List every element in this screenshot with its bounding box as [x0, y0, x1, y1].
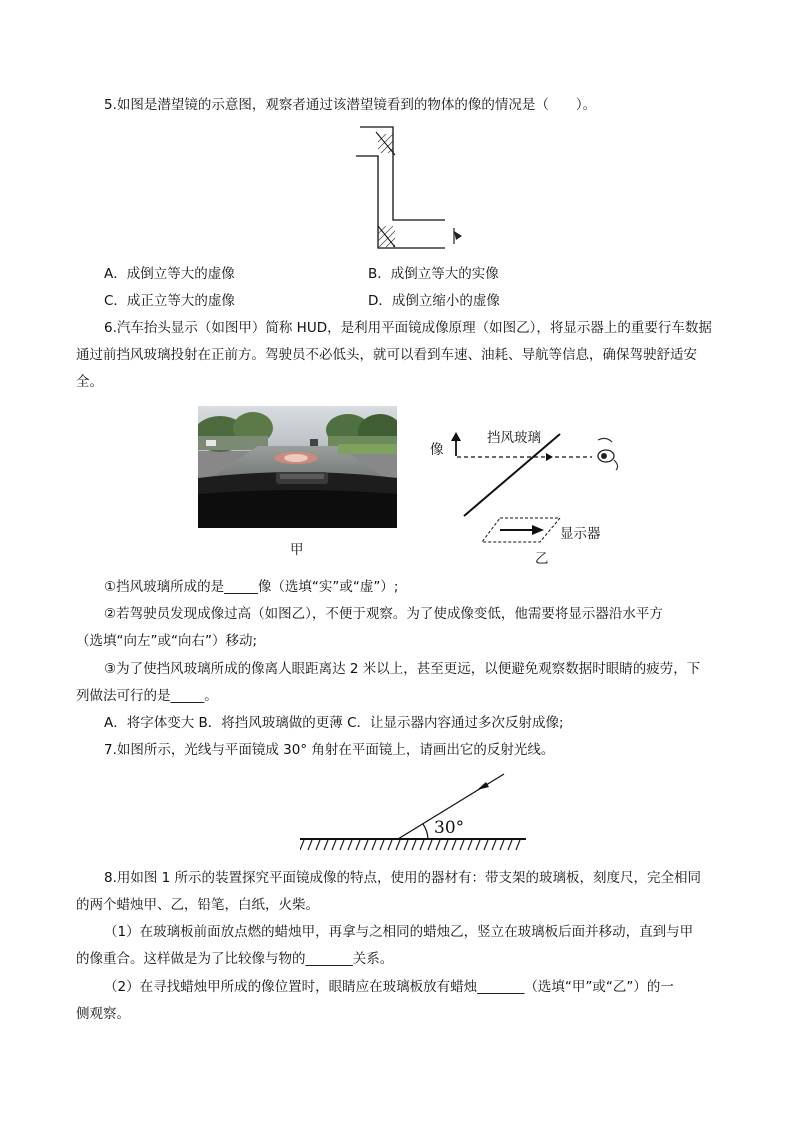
q6-sub3-line-1: ③为了使挡风玻璃所成的像离人眼距离达 2 米以上，甚至更远，以便避免观察数据时眼睛的疲劳，下 [104, 661, 701, 677]
periscope-diagram [350, 120, 480, 254]
label-windshield: 挡风玻璃 [487, 430, 541, 446]
q6-stem-line-3: 全。 [76, 374, 103, 390]
q6-sub1: ①挡风玻璃所成的是_____像（选填“实”或“虚”）; [104, 579, 399, 595]
fig-yi-caption: 乙 [535, 551, 549, 567]
eye-icon [598, 438, 618, 470]
q5-option-b: B．成倒立等大的实像 [368, 266, 499, 282]
eye-icon [454, 228, 462, 244]
q6-sub2-line-2: （选填“向左”或“向右”）移动; [76, 633, 258, 649]
q6-stem-line-2: 通过前挡风玻璃投射在正前方。驾驶员不必低头，就可以看到车速、油耗、导航等信息，确保驾驶舒适安 [76, 347, 697, 363]
q8-sub1-line-2: 的像重合。这样做是为了比较像与物的_______关系。 [76, 951, 394, 967]
fig-jia-caption: 甲 [290, 542, 304, 558]
q6-sub2-line-1: ②若驾驶员发现成像过高（如图乙），不便于观察。为了使成像变低，他需要将显示器沿水平方 [104, 606, 663, 622]
q8-sub2-line-1: （2）在寻找蜡烛甲所成的像位置时，眼睛应在玻璃板放有蜡烛_______（选填“甲”或“乙”）的一 [104, 979, 674, 995]
label-display: 显示器 [560, 526, 601, 542]
mirror-ray-diagram [300, 770, 530, 856]
angle-label: 30° [434, 818, 465, 838]
hud-photo [198, 406, 397, 528]
q6-sub3-line-2: 列做法可行的是_____。 [76, 688, 218, 704]
q8-sub1-line-1: （1）在玻璃板前面放点燃的蜡烛甲，再拿与之相同的蜡烛乙，竖立在玻璃板后面并移动，直到与甲 [104, 924, 694, 940]
q7-stem: 7.如图所示，光线与平面镜成 30° 角射在平面镜上，请画出它的反射光线。 [104, 742, 555, 758]
q5-stem: 5.如图是潜望镜的示意图，观察者通过该潜望镜看到的物体的像的情况是（ ）。 [104, 97, 597, 113]
q5-option-d: D．成倒立缩小的虚像 [368, 293, 500, 309]
windshield-line [464, 434, 560, 516]
q8-stem-line-1: 8.用如图 1 所示的装置探究平面镜成像的特点，使用的器材有：带支架的玻璃板，刻度尺，完全相同 [104, 870, 702, 886]
label-image: 像 [430, 442, 444, 458]
q5-option-a: A．成倒立等大的虚像 [104, 266, 235, 282]
q8-sub2-line-2: 侧观察。 [76, 1006, 130, 1022]
q6-stem-line-1: 6.汽车抬头显示（如图甲）简称 HUD，是利用平面镜成像原理（如图乙），将显示器上的重要行车数据 [104, 320, 712, 336]
q8-stem-line-2: 的两个蜡烛甲、乙，铅笔，白纸，火柴。 [76, 897, 319, 913]
q5-option-c: C．成正立等大的虚像 [104, 293, 235, 309]
image-arrow [451, 432, 461, 456]
q6-options: A．将字体变大 B．将挡风玻璃做的更薄 C．让显示器内容通过多次反射成像; [104, 715, 564, 731]
